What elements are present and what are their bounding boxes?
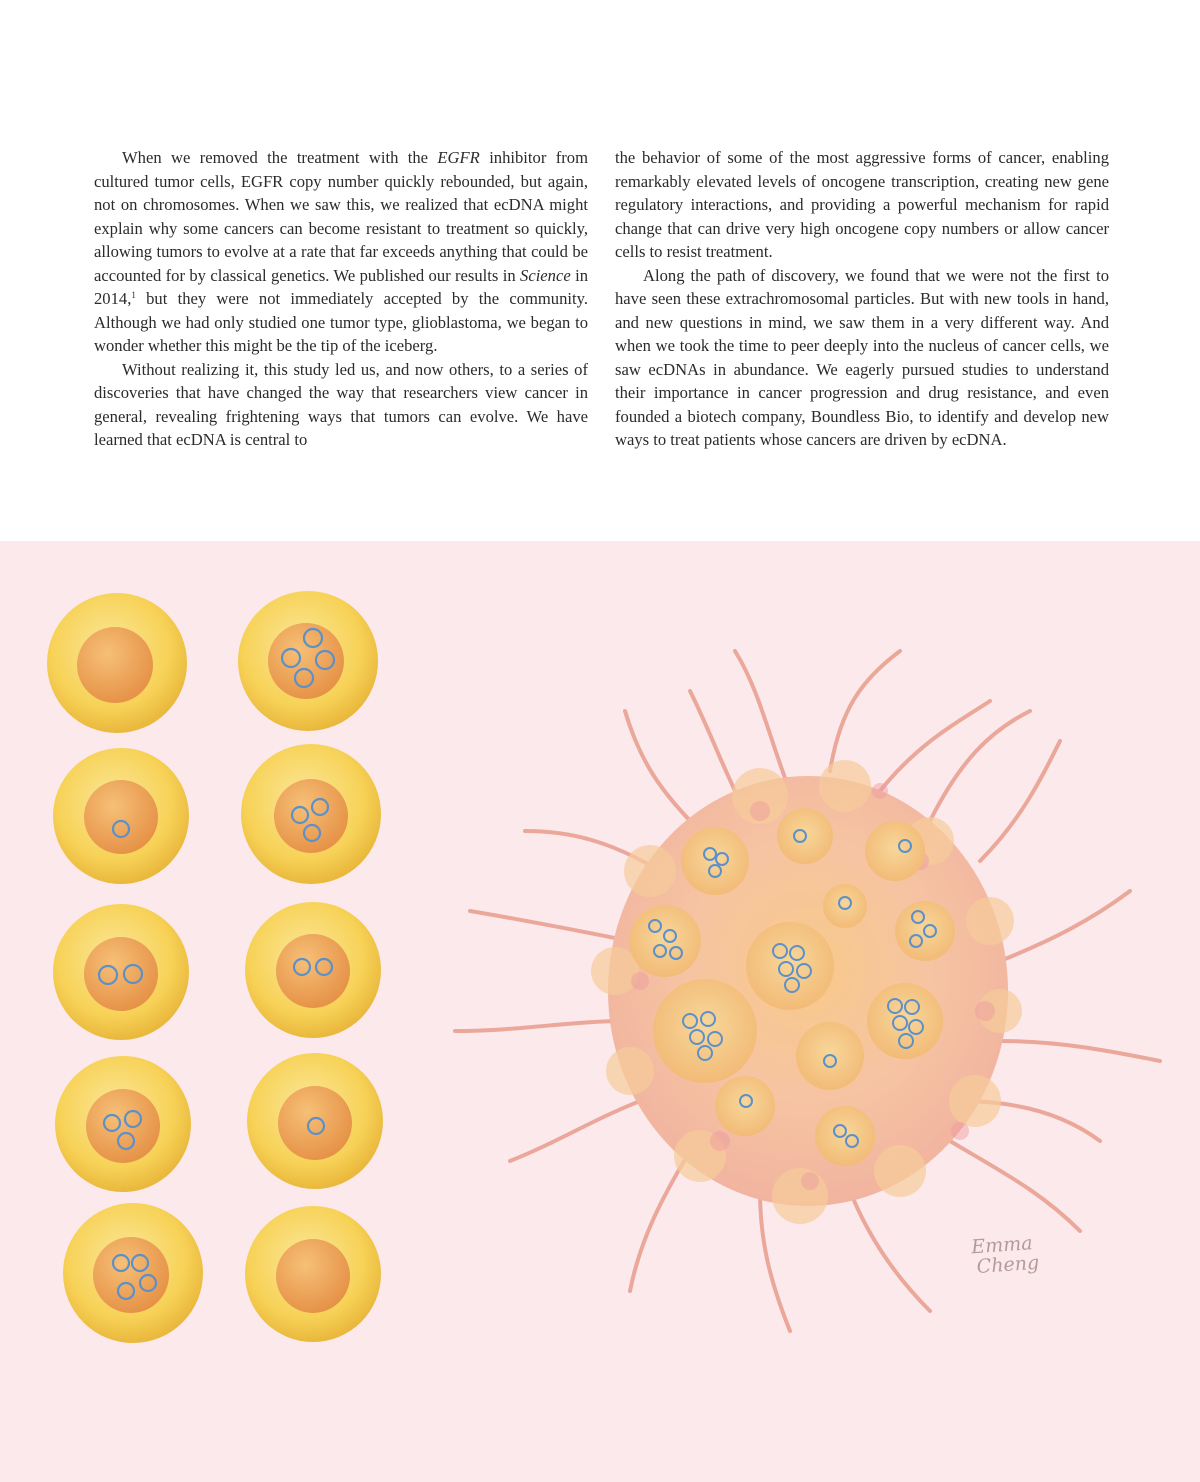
paragraph: Without realizing it, this study led us, and now others, to a series of discoveries that have changed the way that researchers view cancer in general, revealing frightening ways that tumors can evolve. We have learned that ecDNA is central to: [94, 359, 588, 449]
cell-column-right: [238, 591, 383, 1342]
cell: [247, 1053, 383, 1189]
cell: [63, 1203, 203, 1343]
cell: [241, 744, 381, 884]
paragraph: Along the path of discovery, we found that we were not the first to have seen these extrachromosomal particles. But with new tools in hand, and new questions in mind, we saw them in a very different way. And when we took the time to peer deeply into the nucleus of cancer cells, we saw ecDNAs in abundance. We eagerly pursued studies to understand their importance in cancer progression and drug resistance, and even founded a biotech company, Boundless Bio, to identify and develop new ways to treat patients whose cancers are driven by ecDNA.: [615, 265, 1109, 449]
artist-signature: Emma Cheng: [970, 1232, 1040, 1278]
cell: [53, 748, 189, 884]
journal-name: Science: [520, 265, 571, 285]
cell: [245, 1206, 381, 1342]
right-column: [615, 146, 1109, 452]
cell: [47, 593, 187, 733]
cell: [245, 902, 381, 1038]
cell-column-left: [47, 593, 203, 1343]
paragraph: When we removed the treatment with the EGFR inhibitor from cultured tumor cells, EGFR copy number quickly rebounded, but again, not on chromosomes. When we saw this, we realized that ecDNA might explain why some cancers can become resistant to treatment so quickly, allowing tumors to evolve at a rate that far exceeds anything that could be accounted for by classical genetics. We published our results in Science in 2014,$^1$ but they were not immediately accepted by the community. Although we had only studied one tumor type, glioblastoma, we began to wonder whether this might be the tip of the iceberg.: [94, 148, 588, 355]
tumor-cell: [455, 651, 1160, 1331]
footnote-ref[interactable]: 1: [131, 290, 136, 300]
cell-illustration: [0, 541, 1200, 1482]
illustration-canvas: [0, 541, 1200, 1482]
cell: [238, 591, 378, 731]
paragraph: the behavior of some of the most aggressive forms of cancer, enabling remarkably elevated levels of oncogene transcription, creating new gene regulatory interactions, and providing a powerful mechanism for rapid change that can drive very high oncogene copy numbers or allow cancer cells to resist treatment.: [615, 148, 1109, 261]
cell: [53, 904, 189, 1040]
article-body: [94, 146, 1110, 506]
left-column: [94, 146, 588, 452]
cell: [55, 1056, 191, 1192]
gene-name: EGFR: [437, 148, 480, 167]
